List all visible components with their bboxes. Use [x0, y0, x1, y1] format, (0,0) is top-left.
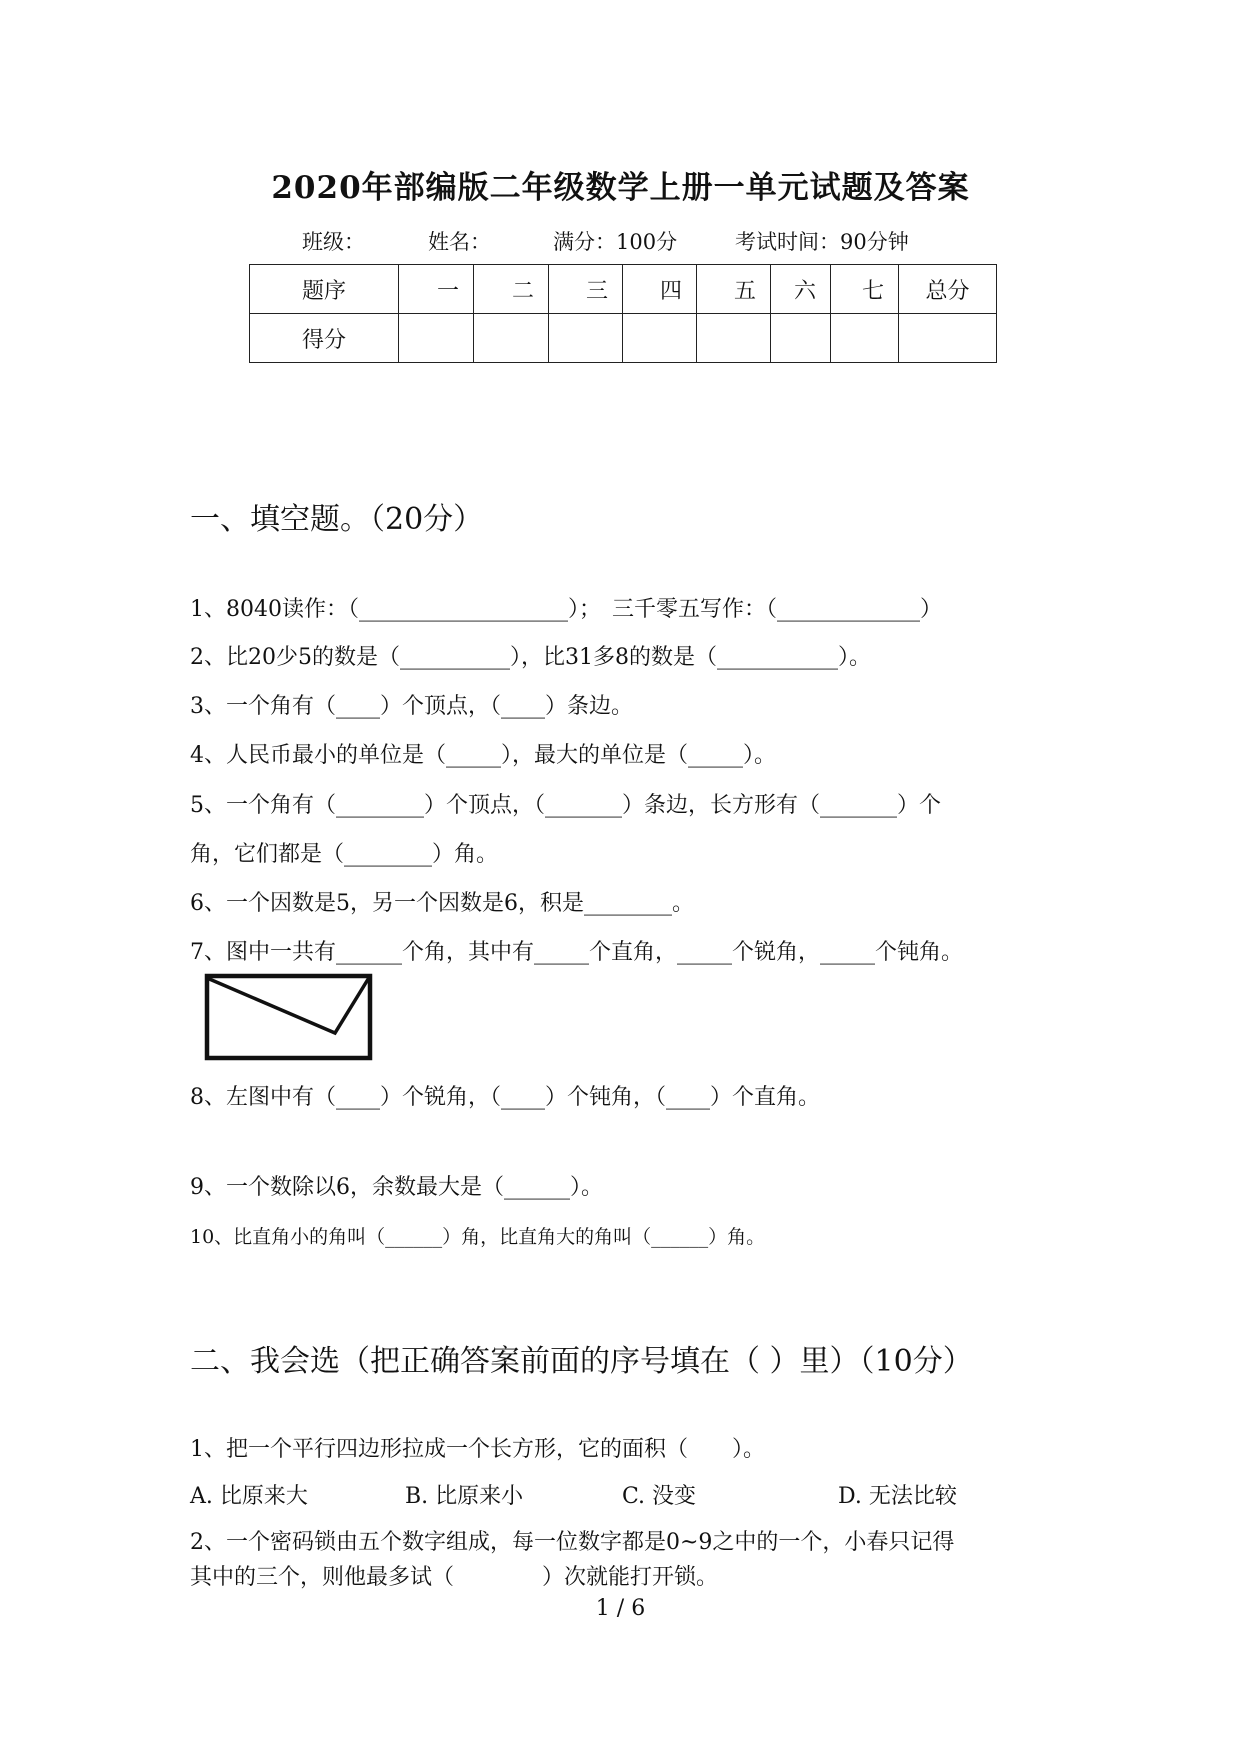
question-5-continued: 角，它们都是（________）角。 [190, 842, 499, 867]
table-header-cell: 二 [474, 265, 549, 314]
table-header-cell: 四 [623, 265, 697, 314]
score-cell[interactable] [623, 314, 697, 363]
score-cell[interactable] [549, 314, 623, 363]
question-4: 4、人民币最小的单位是（_____），最大的单位是（_____）。 [190, 743, 776, 768]
score-cell[interactable] [697, 314, 771, 363]
question-9: 9、一个数除以6，余数最大是（______）。 [190, 1175, 603, 1200]
score-table [249, 264, 997, 363]
full-score: 满分：100分 [553, 230, 678, 254]
table-header-cell: 六 [771, 265, 831, 314]
table-header-cell: 三 [549, 265, 623, 314]
question-8: 8、左图中有（____）个锐角，（____）个钝角，（____）个直角。 [190, 1085, 820, 1110]
score-cell[interactable] [771, 314, 831, 363]
choice-question-2: 2、一个密码锁由五个数字组成，每一位数字都是0~9之中的一个，小春只记得 [190, 1530, 955, 1555]
table-row-label: 得分 [250, 314, 399, 363]
section2-heading: 二、我会选（把正确答案前面的序号填在（ ）里）（10分） [190, 1344, 973, 1379]
table-header-cell: 七 [831, 265, 899, 314]
question-5: 5、一个角有（________）个顶点，（_______）条边，长方形有（_______）个 [190, 793, 941, 818]
score-table-header-row [250, 265, 997, 314]
exam-time: 考试时间：90分钟 [735, 230, 909, 254]
table-header-cell: 题序 [250, 265, 399, 314]
question-2: 2、比20少5的数是（__________），比31多8的数是（___________）。 [190, 645, 871, 670]
option-a: A. 比原来大 [190, 1484, 308, 1509]
table-header-cell: 一 [399, 265, 474, 314]
question-3: 3、一个角有（____）个顶点，（____）条边。 [190, 694, 633, 719]
score-cell[interactable] [899, 314, 997, 363]
question-1: 1、8040读作：（___________________）； 三千零五写作：（_____________） [190, 597, 942, 622]
envelope-angle-figure [204, 973, 376, 1063]
option-d: D. 无法比较 [838, 1484, 957, 1509]
question-10: 10、比直角小的角叫（______）角，比直角大的角叫（______）角。 [190, 1226, 766, 1248]
choice-question-2-continued: 其中的三个，则他最多试（ ）次就能打开锁。 [190, 1565, 719, 1590]
score-cell[interactable] [831, 314, 899, 363]
choice-question-1: 1、把一个平行四边形拉成一个长方形，它的面积（ ）。 [190, 1437, 765, 1462]
name-label: 姓名： [428, 230, 491, 254]
question-6: 6、一个因数是5，另一个因数是6，积是________。 [190, 891, 694, 916]
score-cell[interactable] [399, 314, 474, 363]
table-header-cell: 总分 [899, 265, 997, 314]
page-number: 1 / 6 [595, 1596, 646, 1621]
class-label: 班级： [302, 230, 365, 254]
question-7: 7、图中一共有______个角，其中有_____个直角，_____个锐角，_____个钝角。 [190, 940, 963, 965]
section1-heading: 一、填空题。（20分） [190, 502, 484, 537]
page-title: 2020年部编版二年级数学上册一单元试题及答案 [271, 170, 970, 206]
option-c: C. 没变 [622, 1484, 697, 1509]
option-b: B. 比原来小 [405, 1484, 524, 1509]
table-header-cell: 五 [697, 265, 771, 314]
figure-inner-lines [207, 976, 370, 1033]
score-cell[interactable] [474, 314, 549, 363]
score-table-row [250, 314, 997, 363]
